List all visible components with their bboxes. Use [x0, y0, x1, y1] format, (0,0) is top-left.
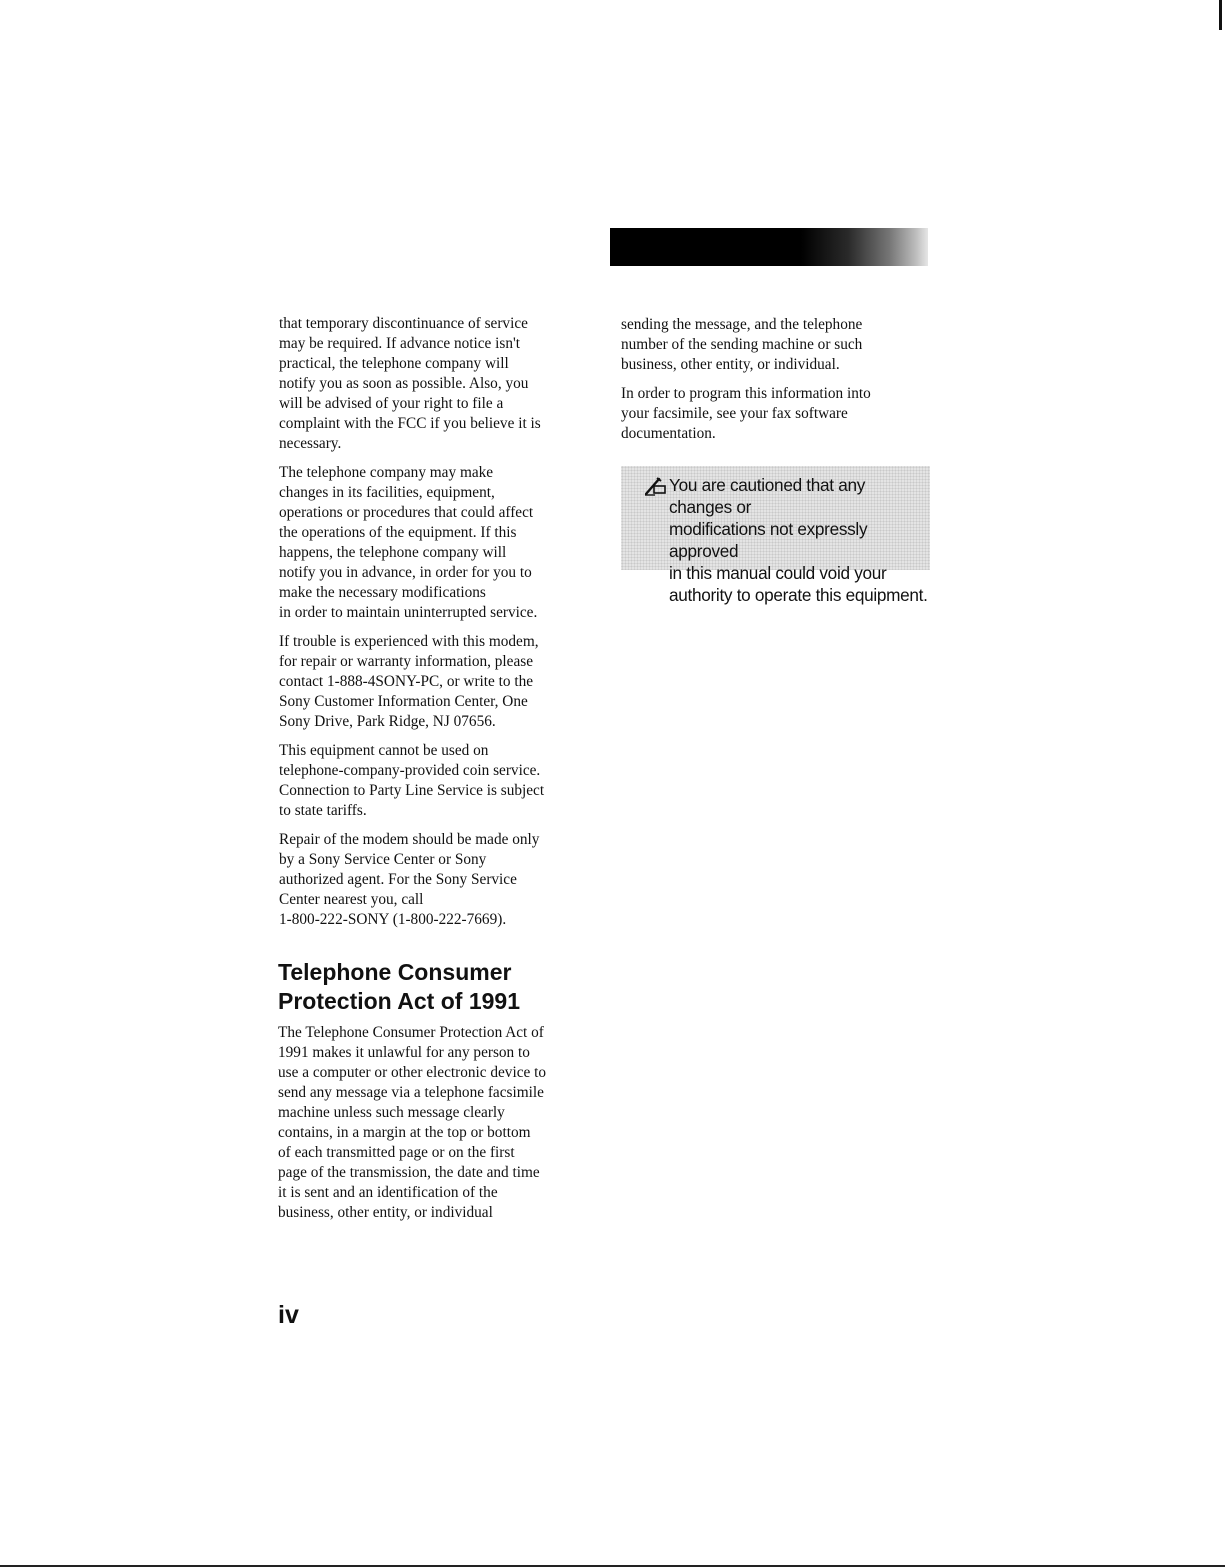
paragraph: The telephone company may make changes in its facilities, equipment, operations or procedures that could affect the operations of the equipment. If this happens, the telephone company will notify you in advance, in order for you to make the necessary modifications in order to maintain uninterrupted service. — [279, 464, 538, 621]
section-header-bar — [610, 228, 928, 266]
paragraph: In order to program this information into your facsimile, see your fax software documentation. — [621, 385, 871, 442]
right-column — [621, 315, 929, 453]
paragraph: If trouble is experienced with this modem, for repair or warranty information, please contact 1-888-4SONY-PC, or write to the Sony Customer Information Center, One Sony Drive, Park Ridge, NJ 07656. — [279, 633, 539, 730]
paragraph: This equipment cannot be used on telephone-company-provided coin service. Connection to Party Line Service is subject to state tariffs. — [279, 742, 545, 819]
page-bottom-rule — [0, 1565, 1225, 1567]
page-number: iv — [278, 1301, 299, 1329]
caution-text: You are cautioned that any changes or modifications not expressly approved in this manual could void your authority to operate this equipment. — [669, 475, 928, 605]
page-edge-mark — [1219, 0, 1222, 30]
paragraph: Repair of the modem should be made only by a Sony Service Center or Sony authorized agent. For the Sony Service Center nearest you, call 1-800-222-SONY (1-800-222-7669). — [279, 831, 540, 928]
paragraph: that temporary discontinuance of service may be required. If advance notice isn't practical, the telephone company will notify you as soon as possible. Also, you will be advised of your right to file a complaint with the FCC if you believe it is necessary. — [279, 315, 541, 452]
section-heading: Telephone Consumer Protection Act of 1991 — [278, 959, 520, 1014]
act-paragraph: The Telephone Consumer Protection Act of 1991 makes it unlawful for any person to use a computer or other electronic device to send any message via a telephone facsimile machine unless such message clearly contains, in a margin at the top or bottom of each transmitted page or on the first page of the transmission, the date and time it is sent and an identification of the business, other entity, or individual — [278, 1024, 547, 1221]
caution-note — [621, 466, 930, 605]
section-heading-block — [278, 958, 598, 1016]
paragraph: sending the message, and the telephone number of the sending machine or such business, other entity, or individual. — [621, 316, 863, 373]
note-pencil-icon — [645, 476, 667, 496]
left-column — [279, 314, 591, 939]
